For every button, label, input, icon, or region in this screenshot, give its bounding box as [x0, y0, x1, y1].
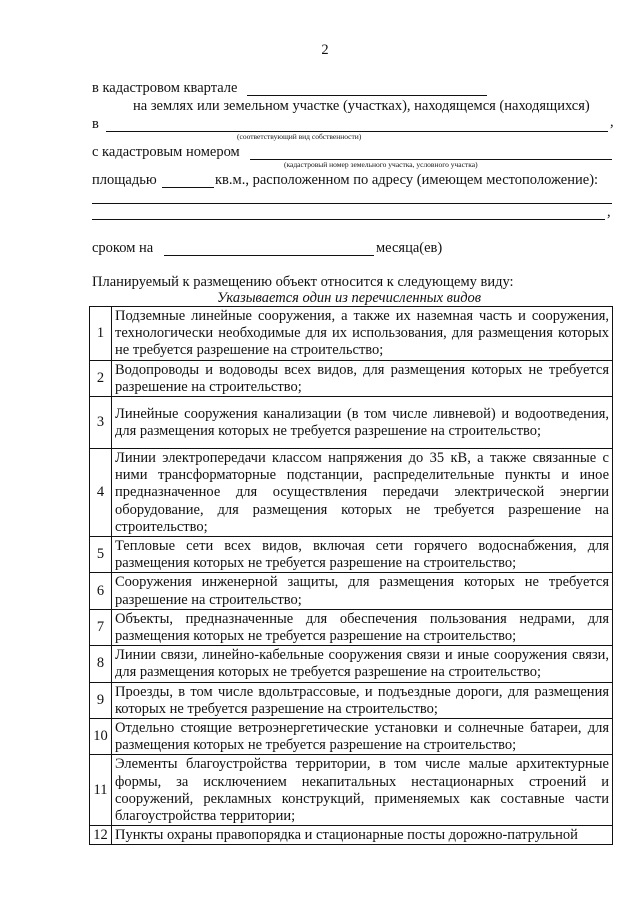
table-row [90, 609, 613, 645]
item-number: 5 [90, 537, 112, 573]
item-number: 10 [90, 719, 112, 755]
in-label: в [92, 116, 99, 132]
item-description: Элементы благоустройства территории, в том числе малые архитектурные формы, за исключением некапитальных нестационарных строений и сооружений, рекламных конструкций, применяемых как составные части благоустройства территории; [112, 755, 613, 826]
table-row [90, 449, 613, 537]
item-number: 2 [90, 360, 112, 396]
lands-text: на землях или земельном участке (участках), находящемся (находящихся) [133, 98, 590, 114]
comma-2: , [607, 204, 611, 220]
item-description: Подземные линейные сооружения, а также их наземная часть и сооружения, технологически необходимые для их использования, для размещения которых не требуется разрешение на строительство; [112, 307, 613, 361]
item-description: Линейные сооружения канализации (в том числе ливневой) и водоотведения, для размещения которых не требуется разрешение на строительство; [112, 397, 613, 449]
cadastral-number-hint: (кадастровый номер земельного участка, условного участка) [284, 160, 478, 169]
object-types-table [89, 306, 613, 845]
area-rest-text: кв.м., расположенном по адресу (имеющем местоположение): [215, 172, 599, 188]
item-number: 9 [90, 682, 112, 718]
item-number: 11 [90, 755, 112, 826]
area-field[interactable] [162, 187, 214, 188]
planned-object-intro: Планируемый к размещению объект относится к следующему виду: [92, 274, 514, 290]
item-description: Отдельно стоящие ветроэнергетические установки и солнечные батареи, для размещения которых не требуется разрешение на строительство; [112, 719, 613, 755]
table-row [90, 682, 613, 718]
item-description: Сооружения инженерной защиты, для размещения которых не требуется разрешение на строительство; [112, 573, 613, 609]
item-description: Водопроводы и водоводы всех видов, для размещения которых не требуется разрешение на строительство; [112, 360, 613, 396]
ownership-hint: (соответствующий вид собственности) [237, 132, 362, 141]
table-row [90, 719, 613, 755]
item-description: Объекты, предназначенные для обеспечения пользования недрами, для размещения которых не требуется разрешение на строительство; [112, 609, 613, 645]
item-description: Проезды, в том числе вдольтрассовые, и подъездные дороги, для размещения которых не требуется разрешение на строительство; [112, 682, 613, 718]
area-label: площадью [92, 172, 157, 188]
table-row [90, 646, 613, 682]
item-description: Пункты охраны правопорядка и стационарные посты дорожно-патрульной [112, 826, 613, 845]
table-row [90, 537, 613, 573]
table-row [90, 360, 613, 396]
item-number: 4 [90, 449, 112, 537]
item-description: Тепловые сети всех видов, включая сети горячего водоснабжения, для размещения которых не требуется разрешение на строительство; [112, 537, 613, 573]
cadastral-quarter-field[interactable] [247, 95, 487, 96]
cadastral-quarter-label: в кадастровом квартале [92, 80, 238, 96]
item-description: Линии электропередачи классом напряжения до 35 кВ, а также связанные с ними трансформаторные подстанции, распределительные пункты и иное предназначенное для осуществления передачи электрической энергии оборудование, для размещения которых не требуется разрешение на строительство; [112, 449, 613, 537]
table-row [90, 307, 613, 361]
term-unit: месяца(ев) [376, 240, 443, 256]
item-number: 3 [90, 397, 112, 449]
item-number: 12 [90, 826, 112, 845]
item-number: 7 [90, 609, 112, 645]
comma-1: , [610, 114, 614, 130]
page-number: 2 [321, 42, 329, 58]
item-number: 1 [90, 307, 112, 361]
address-line-1[interactable] [92, 203, 612, 204]
table-row [90, 573, 613, 609]
term-field[interactable] [164, 255, 374, 256]
planned-object-hint: Указывается один из перечисленных видов [217, 290, 482, 306]
term-label: сроком на [92, 240, 154, 256]
item-description: Линии связи, линейно-кабельные сооружения связи и иные сооружения связи, для размещения которых не требуется разрешение на строительство; [112, 646, 613, 682]
item-number: 8 [90, 646, 112, 682]
table-row [90, 826, 613, 845]
item-number: 6 [90, 573, 112, 609]
table-row [90, 755, 613, 826]
cadastral-number-label: с кадастровым номером [92, 144, 240, 160]
table-row [90, 397, 613, 449]
address-line-2[interactable] [92, 219, 605, 220]
